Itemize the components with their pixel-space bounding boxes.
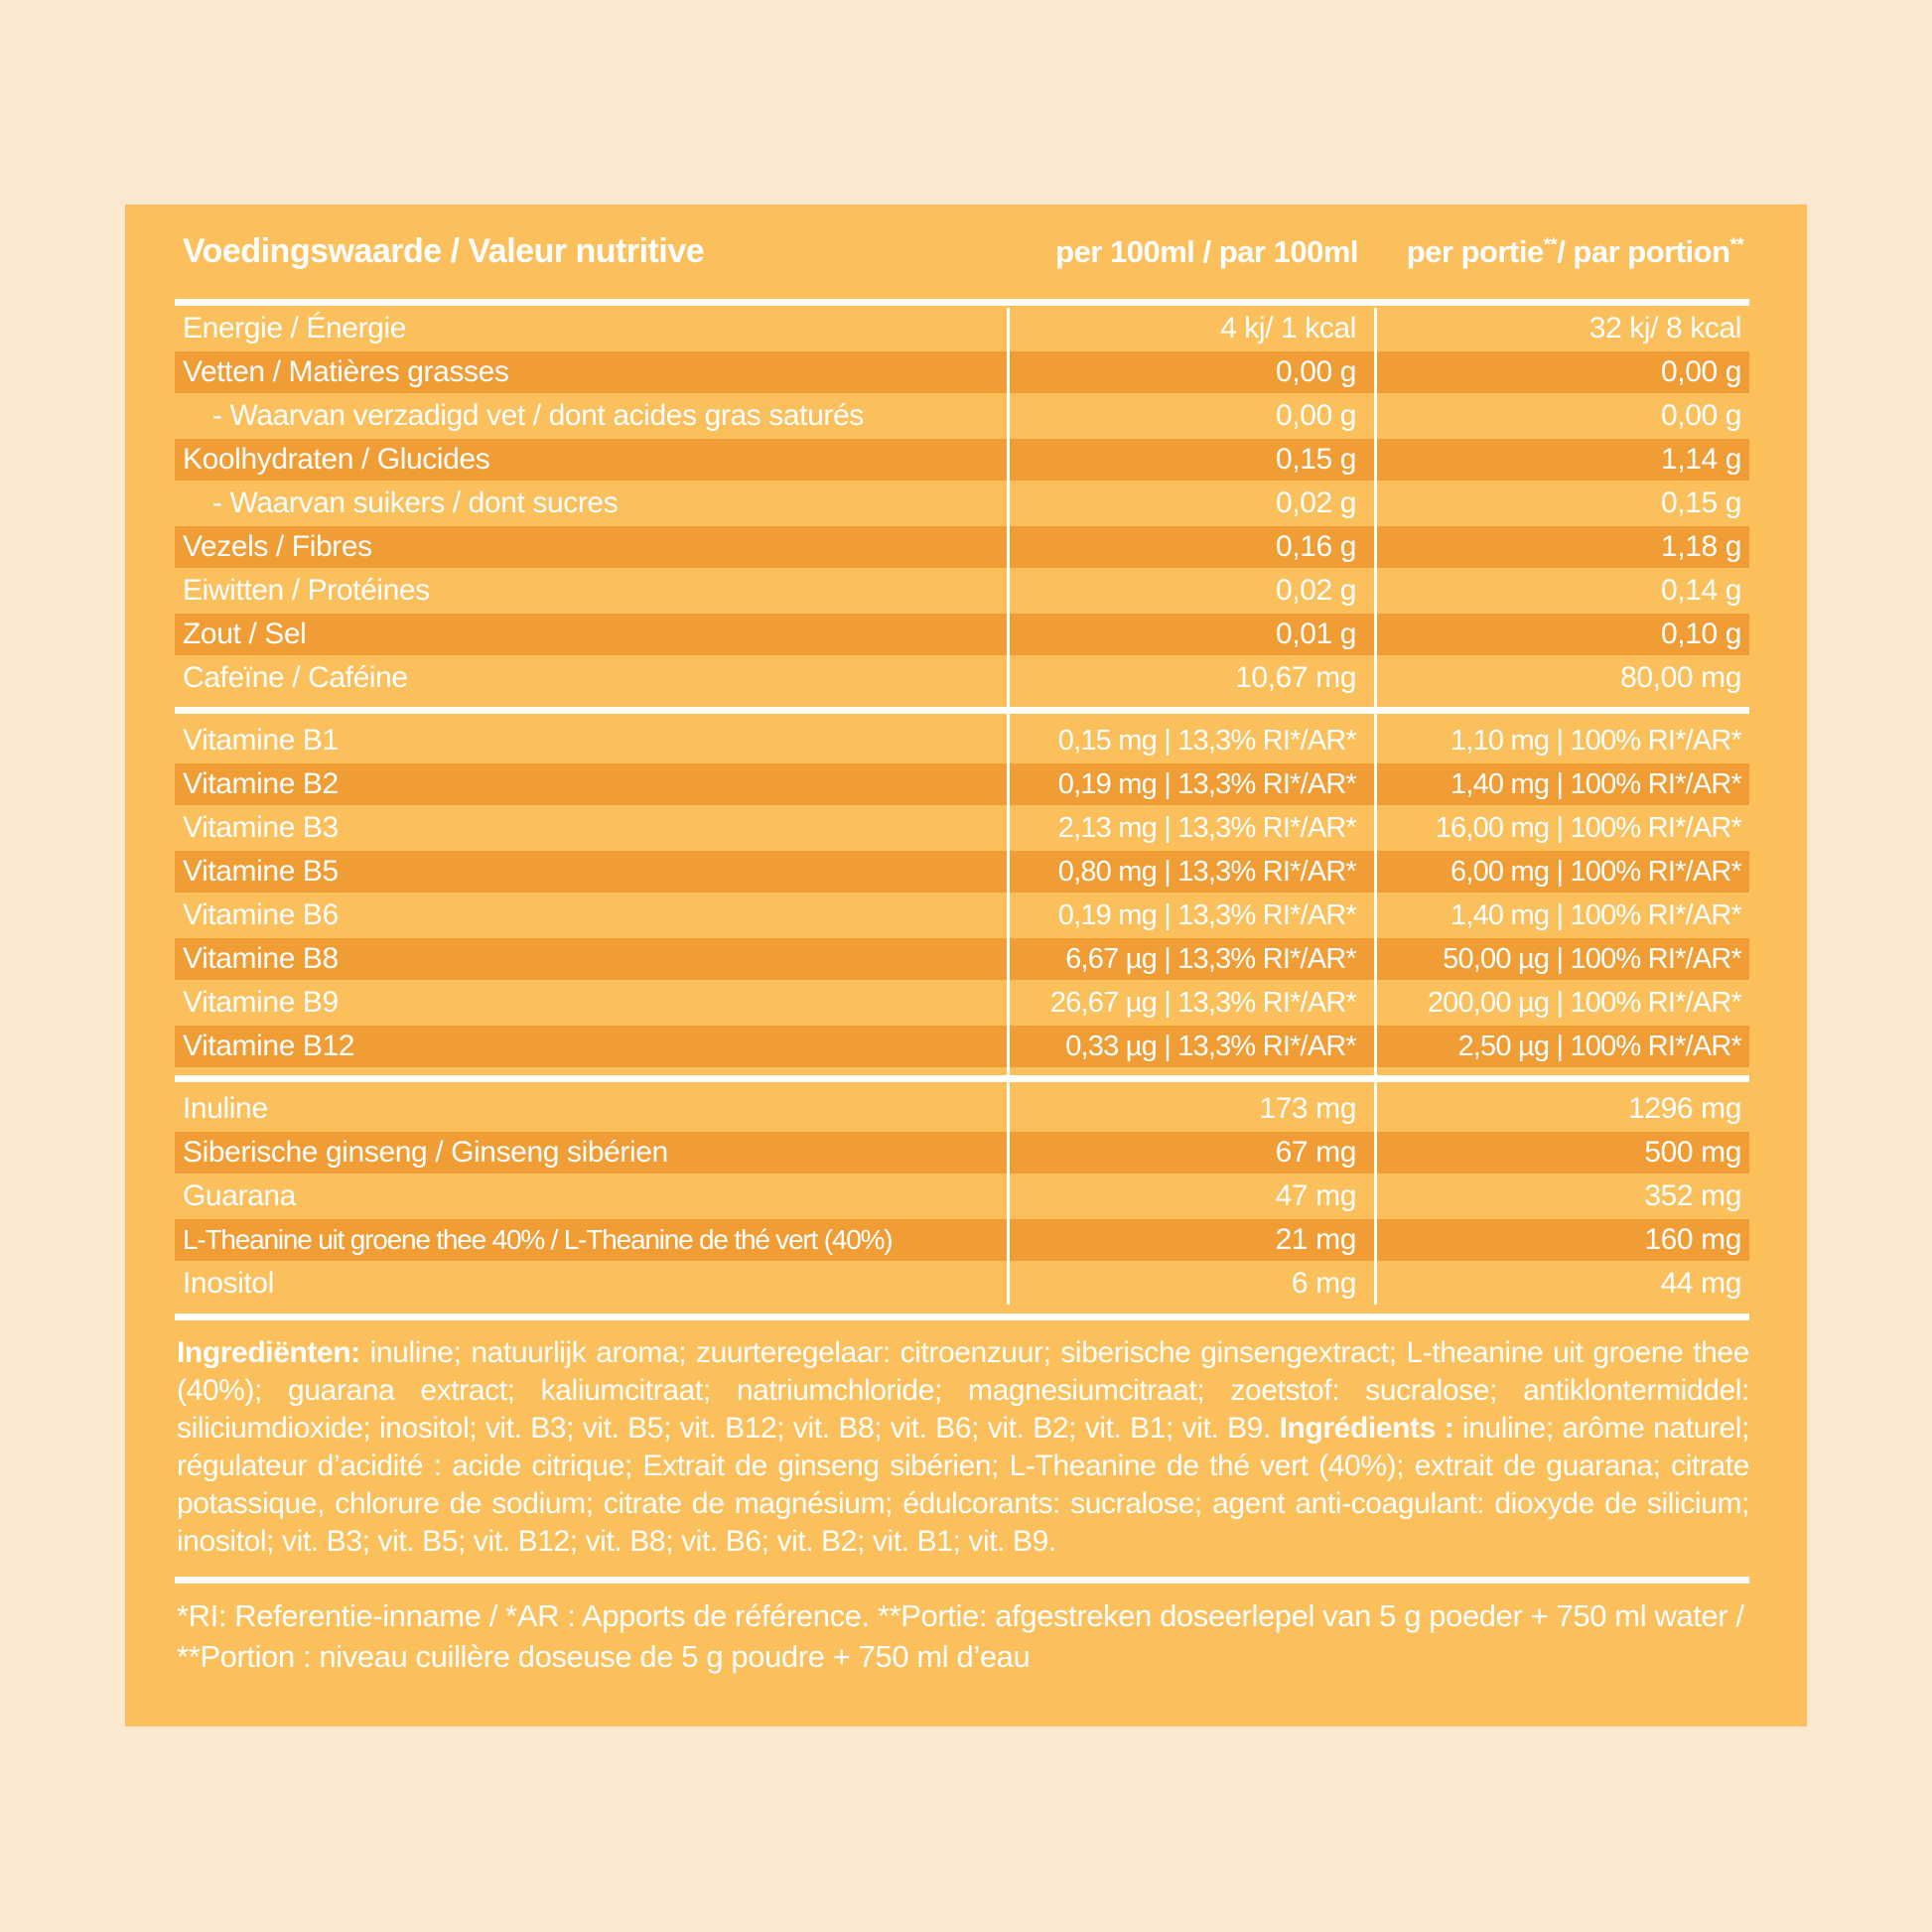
nutrition-table — [175, 308, 1749, 1305]
per-portion-asterisks-fr: ** — [1729, 233, 1743, 255]
row-value-per-100ml: 0,15 mg | 13,3% RI*/AR* — [1057, 724, 1356, 757]
row-value-per-portion: 0,00 g — [1660, 399, 1741, 432]
row-label: Vetten / Matières grasses — [183, 355, 509, 388]
row-label: Zout / Sel — [183, 618, 307, 650]
row-value-per-100ml: 21 mg — [1275, 1223, 1356, 1256]
row-label: Koolhydraten / Glucides — [183, 443, 490, 476]
column-header-per-portion — [1376, 234, 1749, 270]
row-value-per-portion: 1296 mg — [1628, 1092, 1741, 1125]
ingredients-text-nl: inuline; natuurlijk aroma; zuurteregelaar: citroenzuur; siberische ginsengextract; L-theanine uit groene thee (40%); guarana extract; kaliumcitraat; natriumchloride; magnesiumcitraat; zoetstof: sucralose; antiklontermiddel: siliciumdioxide; inositol; vit. B3; vit. B5; vit. B12; vit. B8; vit. B6; vit. B2; vit. B1; vit. B9. — [177, 1336, 1749, 1445]
row-label: Vitamine B12 — [183, 1030, 355, 1062]
row-value-per-portion: 1,18 g — [1660, 530, 1741, 563]
ingredients-label-nl: Ingrediënten: — [177, 1336, 360, 1369]
row-value-per-portion: 1,40 mg | 100% RI*/AR* — [1450, 898, 1741, 931]
table-row-vitamine-b3 — [175, 807, 1749, 849]
row-value-per-portion: 16,00 mg | 100% RI*/AR* — [1435, 811, 1741, 844]
table-row-ginseng — [175, 1132, 1749, 1173]
table-header — [175, 205, 1749, 299]
row-value-per-portion: 0,15 g — [1660, 486, 1741, 519]
row-label: Vitamine B5 — [183, 855, 339, 888]
row-label: L-Theanine uit groene thee 40% / L-Theanine de thé vert (40%) — [183, 1224, 893, 1255]
row-value-per-portion: 352 mg — [1644, 1179, 1741, 1212]
per-portion-text-fr: / par portion — [1557, 233, 1730, 269]
column-header-per-100ml: per 100ml / par 100ml — [1055, 233, 1358, 269]
row-value-per-100ml: 0,19 mg | 13,3% RI*/AR* — [1057, 767, 1356, 800]
row-value-per-portion: 500 mg — [1644, 1136, 1741, 1169]
row-label: Vezels / Fibres — [183, 530, 372, 563]
table-row-inositol — [175, 1263, 1749, 1305]
row-label: Siberische ginseng / Ginseng sibérien — [183, 1136, 668, 1169]
table-row-l-theanine — [175, 1219, 1749, 1261]
table-row-fat — [175, 351, 1749, 393]
table-row-vitamine-b8 — [175, 938, 1749, 980]
row-label: Energie / Énergie — [183, 312, 407, 345]
table-row-carbohydrates — [175, 439, 1749, 481]
row-value-per-portion: 200,00 µg | 100% RI*/AR* — [1427, 986, 1741, 1019]
row-value-per-100ml: 173 mg — [1259, 1092, 1356, 1125]
row-label: - Waarvan suikers / dont sucres — [212, 486, 619, 519]
table-row-vitamine-b1 — [175, 720, 1749, 761]
table-row-caffeine — [175, 657, 1749, 699]
row-value-per-portion: 44 mg — [1660, 1267, 1741, 1300]
table-row-energy — [175, 308, 1749, 349]
row-value-per-portion: 0,14 g — [1660, 574, 1741, 607]
row-value-per-portion: 1,40 mg | 100% RI*/AR* — [1450, 767, 1741, 800]
row-label: Vitamine B6 — [183, 898, 339, 931]
row-value-per-100ml: 47 mg — [1275, 1179, 1356, 1212]
row-label: Vitamine B8 — [183, 942, 339, 975]
table-row-sugars — [175, 483, 1749, 524]
row-value-per-portion: 1,10 mg | 100% RI*/AR* — [1450, 724, 1741, 757]
nutrition-label-card — [125, 205, 1807, 1726]
table-row-salt — [175, 614, 1749, 655]
header-separator — [175, 299, 1749, 306]
row-label: Cafeïne / Caféine — [183, 661, 408, 694]
row-value-per-100ml: 6 mg — [1291, 1267, 1356, 1300]
row-value-per-100ml: 0,00 g — [1275, 355, 1356, 388]
row-value-per-100ml: 0,01 g — [1275, 618, 1356, 650]
table-row-vitamine-b2 — [175, 763, 1749, 805]
ingredients-label-fr: Ingrédients : — [1279, 1412, 1454, 1445]
row-value-per-100ml: 0,19 mg | 13,3% RI*/AR* — [1057, 898, 1356, 931]
row-label: Vitamine B2 — [183, 767, 339, 800]
row-label: Vitamine B1 — [183, 724, 339, 757]
row-value-per-portion: 160 mg — [1644, 1223, 1741, 1256]
row-value-per-100ml: 26,67 µg | 13,3% RI*/AR* — [1049, 986, 1356, 1019]
row-value-per-portion: 80,00 mg — [1620, 661, 1741, 694]
row-value-per-100ml: 2,13 mg | 13,3% RI*/AR* — [1057, 811, 1356, 844]
row-label: Vitamine B9 — [183, 986, 339, 1019]
row-value-per-portion: 50,00 µg | 100% RI*/AR* — [1443, 942, 1741, 975]
table-row-guarana — [175, 1175, 1749, 1217]
row-value-per-100ml: 6,67 µg | 13,3% RI*/AR* — [1065, 942, 1356, 975]
row-value-per-portion: 6,00 mg | 100% RI*/AR* — [1450, 855, 1741, 888]
table-row-vitamine-b5 — [175, 851, 1749, 893]
table-row-vitamine-b9 — [175, 982, 1749, 1024]
row-value-per-portion: 0,10 g — [1660, 618, 1741, 650]
row-value-per-100ml: 0,15 g — [1275, 443, 1356, 476]
section-separator — [175, 707, 1749, 714]
row-value-per-portion: 1,14 g — [1660, 443, 1741, 476]
ingredients-paragraph — [175, 1334, 1749, 1561]
row-value-per-100ml: 10,67 mg — [1235, 661, 1356, 694]
row-value-per-portion: 32 kj/ 8 kcal — [1588, 312, 1741, 345]
row-value-per-100ml: 0,80 mg | 13,3% RI*/AR* — [1057, 855, 1356, 888]
table-bottom-separator — [175, 1313, 1749, 1320]
row-value-per-100ml: 0,00 g — [1275, 399, 1356, 432]
row-value-per-portion: 2,50 µg | 100% RI*/AR* — [1457, 1030, 1741, 1062]
row-label: Guarana — [183, 1179, 296, 1212]
row-label: Inositol — [183, 1267, 274, 1300]
table-row-proteins — [175, 570, 1749, 612]
footnote-separator — [175, 1577, 1749, 1584]
table-row-vitamine-b6 — [175, 895, 1749, 936]
row-value-per-100ml: 0,02 g — [1275, 486, 1356, 519]
row-value-per-portion: 0,00 g — [1660, 355, 1741, 388]
table-row-saturated-fat — [175, 395, 1749, 437]
per-portion-text-nl: per portie — [1406, 233, 1544, 269]
per-portion-asterisks-nl: ** — [1543, 233, 1558, 255]
row-value-per-100ml: 0,16 g — [1275, 530, 1356, 563]
column-divider-1 — [1007, 308, 1010, 1305]
row-label: - Waarvan verzadigd vet / dont acides gras saturés — [212, 399, 864, 432]
row-label: Eiwitten / Protéines — [183, 574, 430, 607]
footnote-text: *RI: Referentie-inname / *AR : Apports de référence. **Portie: afgestreken doseerlepel van 5 g poeder + 750 ml water / **Portion : niveau cuillère doseuse de 5 g poudre + 750 ml d’eau — [177, 1598, 1744, 1674]
row-value-per-100ml: 4 kj/ 1 kcal — [1220, 312, 1356, 345]
section-separator — [175, 1075, 1749, 1082]
row-label: Inuline — [183, 1092, 268, 1125]
ingredients-text-fr: inuline; arôme naturel; régulateur d’acidité : acide citrique; Extrait de ginseng sibérien; L-Theanine de thé vert (40%); extrait de guarana; citrate potassique, chlorure de sodium; citrate de magnésium; édulcorants: sucralose; agent anti-coagulant: dioxyde de silicium; inositol; vit. B3; vit. B5; vit. B12; vit. B8; vit. B6; vit. B2; vit. B1; vit. B9. — [177, 1412, 1749, 1558]
row-value-per-100ml: 0,33 µg | 13,3% RI*/AR* — [1065, 1030, 1356, 1062]
column-divider-2 — [1374, 308, 1377, 1305]
row-label: Vitamine B3 — [183, 811, 339, 844]
label-title: Voedingswaarde / Valeur nutritive — [183, 232, 705, 270]
table-row-fibres — [175, 526, 1749, 568]
table-row-vitamine-b12 — [175, 1026, 1749, 1067]
table-row-inuline — [175, 1088, 1749, 1130]
row-value-per-100ml: 67 mg — [1275, 1136, 1356, 1169]
row-value-per-100ml: 0,02 g — [1275, 574, 1356, 607]
